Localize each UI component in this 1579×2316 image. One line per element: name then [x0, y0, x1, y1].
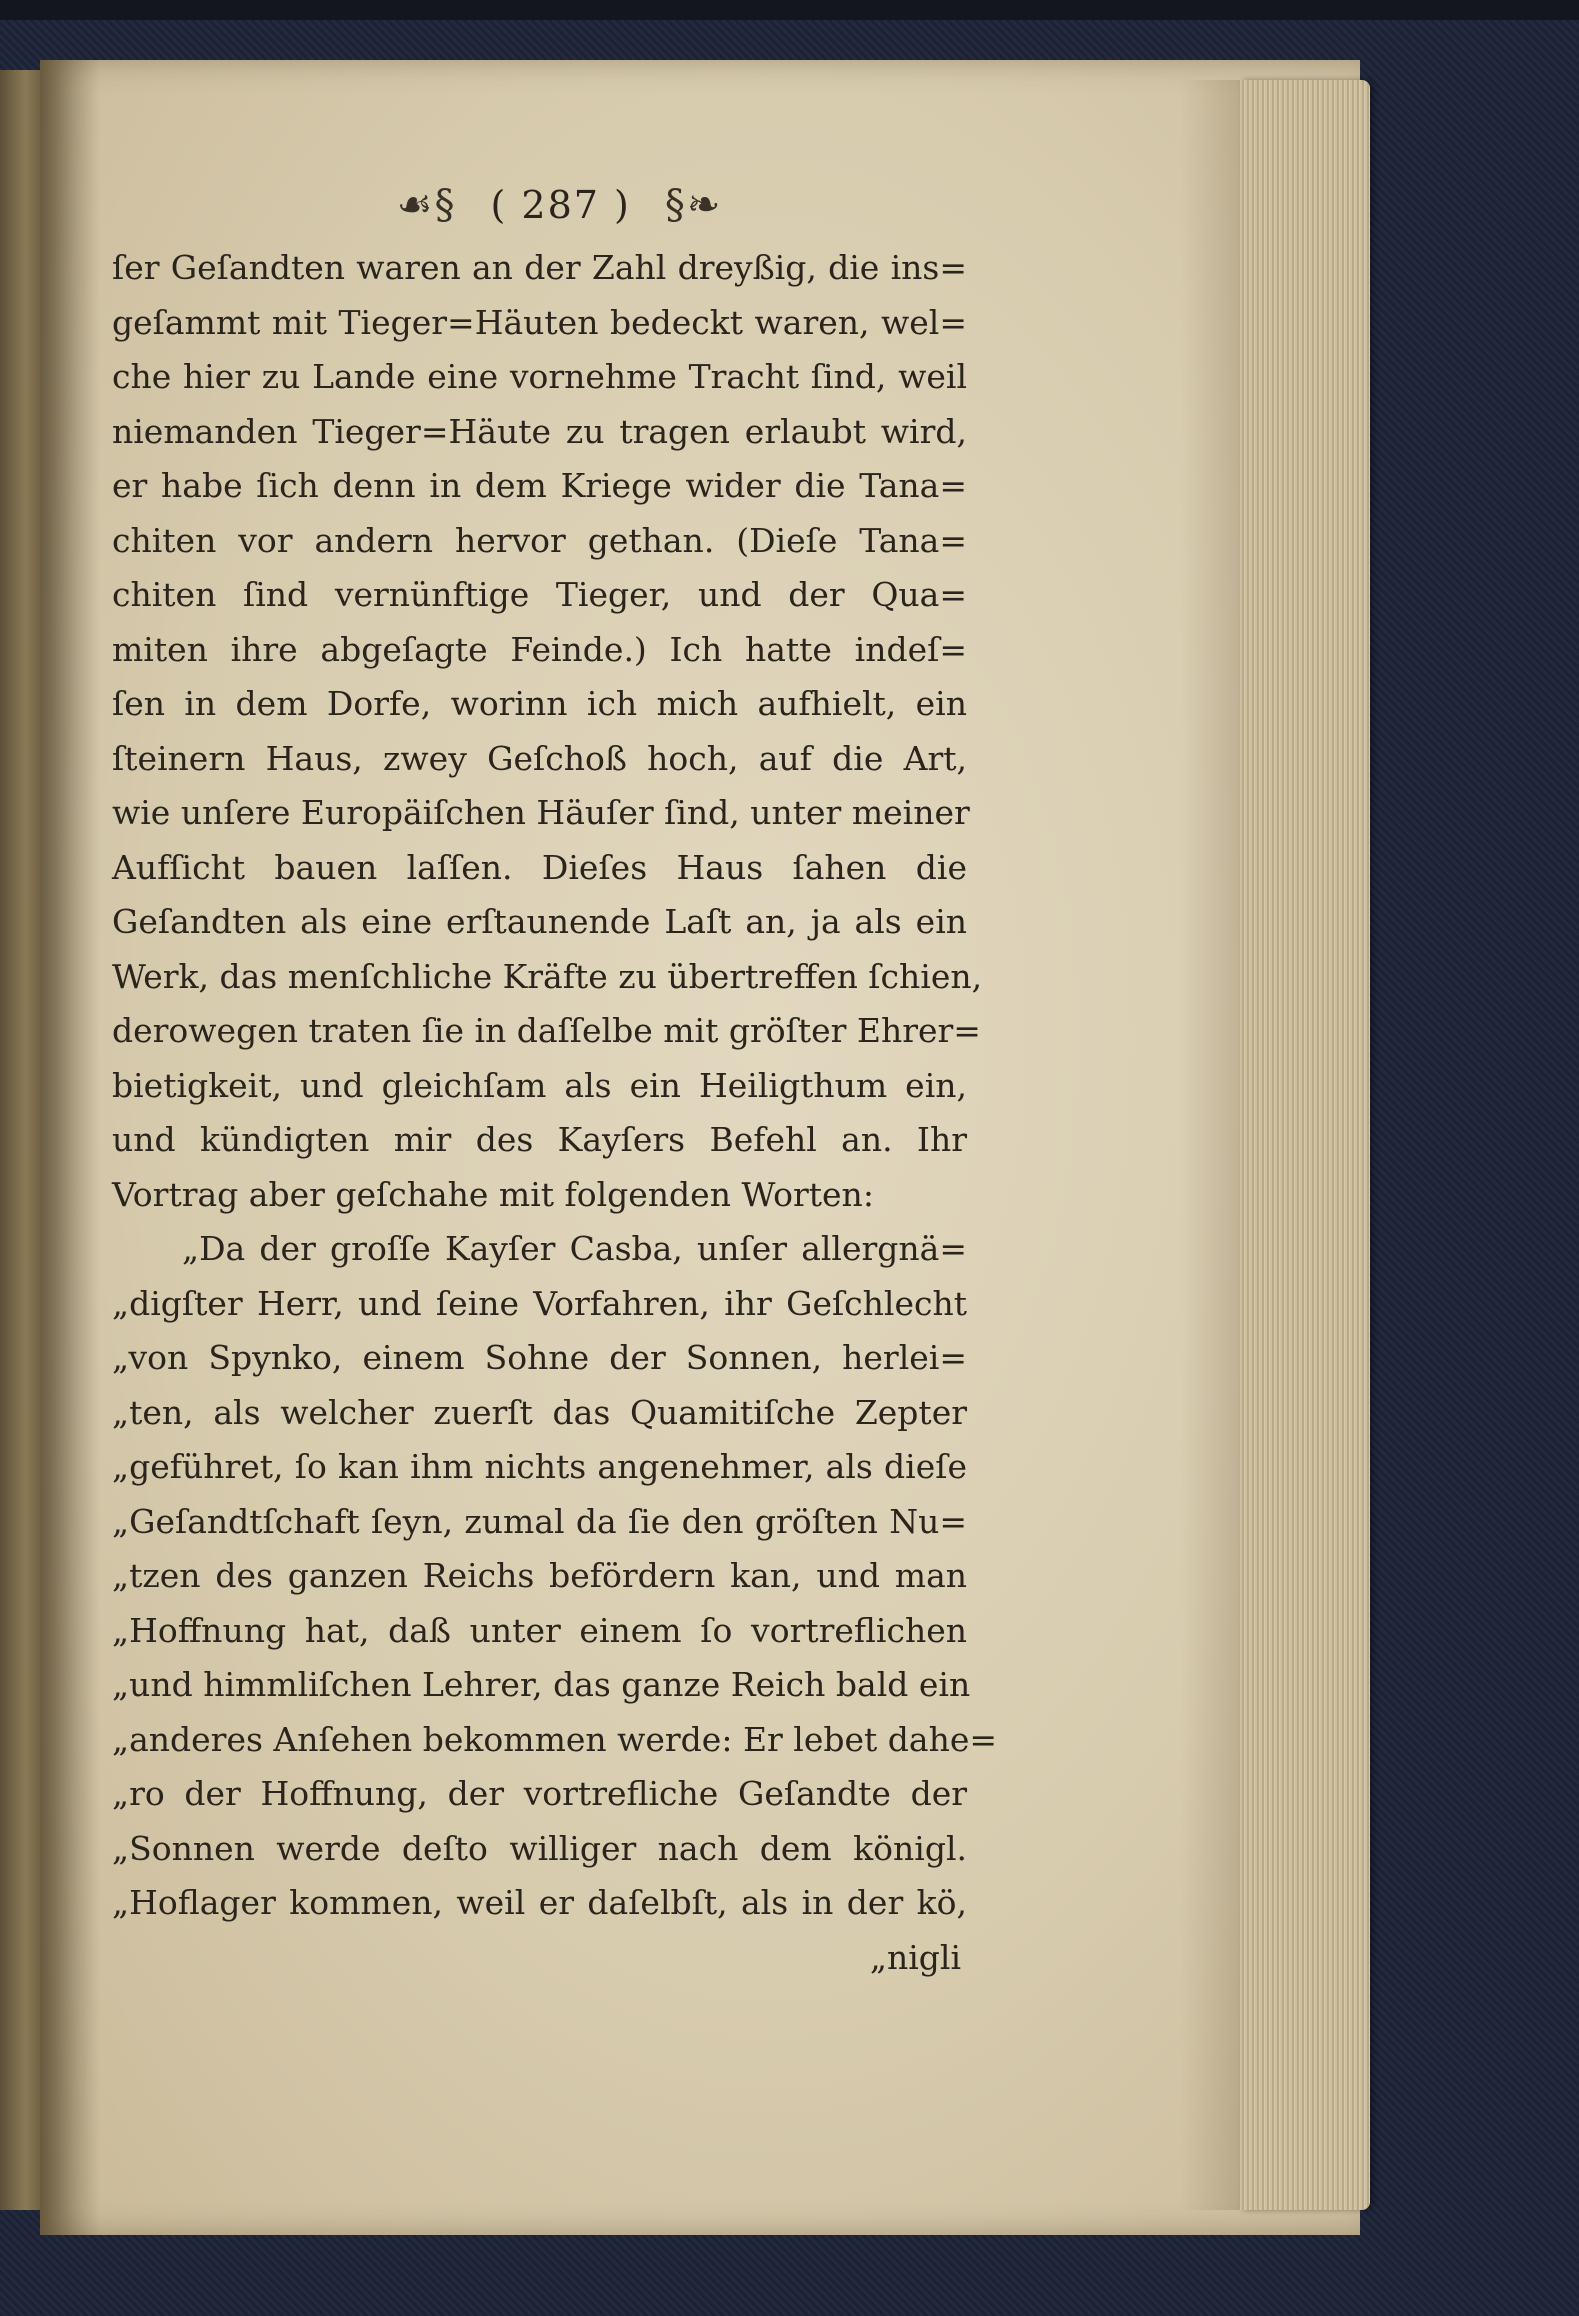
ornament-right-icon: §❧	[664, 182, 723, 228]
text-line: niemanden Tieger=Häute zu tragen erlaubt wird,	[112, 411, 967, 451]
page-gutter-shadow	[40, 60, 100, 2235]
text-line: „tzen des ganzen Reichs befördern kan, und man	[112, 1556, 967, 1595]
text-line: che hier zu Lande eine vornehme Tracht ſind, weil	[112, 357, 967, 396]
catchword: „nigli	[869, 1937, 961, 1977]
text-line: ſteinern Haus, zwey Geſchoß hoch, auf die Art,	[112, 738, 967, 778]
text-line: er habe ſich denn in dem Kriege wider die Tana=	[112, 466, 967, 505]
text-line: derowegen traten ſie in daſſelbe mit gröſter Ehrer=	[112, 1011, 981, 1050]
text-line: ſer Geſandten waren an der Zahl dreyßig, die ins=	[112, 248, 967, 287]
text-line: „und himmliſchen Lehrer, das ganze Reich bald ein	[112, 1665, 971, 1704]
text-line: „Hoflager kommen, weil er daſelbſt, als in der kö,	[112, 1883, 967, 1922]
text-line: „von Spynko, einem Sohne der Sonnen, herlei=	[112, 1338, 967, 1377]
text-line: chiten vor andern hervor gethan. (Dieſe Tana=	[112, 520, 967, 560]
page-number: ( 287 )	[490, 183, 631, 227]
text-line: wie unſere Europäiſchen Häuſer ſind, unter meiner	[112, 793, 970, 832]
text-line: „Hoffnung hat, daß unter einem ſo vortreflichen	[112, 1610, 967, 1650]
text-line: „Da der groſſe Kayſer Casba, unſer allergnä=	[182, 1229, 967, 1268]
left-page-edge	[0, 70, 42, 2210]
text-line: „digſter Herr, und ſeine Vorfahren, ihr Geſchlecht	[112, 1283, 967, 1323]
text-line: Vortrag aber geſchahe mit folgenden Worten:	[112, 1174, 874, 1214]
text-line: ſen in dem Dorfe, worinn ich mich aufhielt, ein	[112, 684, 967, 723]
ornament-left-icon: ☙§	[396, 182, 457, 228]
text-line: Aufſicht bauen laſſen. Dieſes Haus ſahen die	[112, 847, 967, 887]
running-header	[152, 175, 967, 235]
text-line: chiten ſind vernünftige Tieger, und der Qua=	[112, 575, 967, 614]
text-line: geſammt mit Tieger=Häuten bedeckt waren, wel=	[112, 302, 967, 342]
page-text-block	[112, 175, 998, 1985]
text-line: und kündigten mir des Kayſers Befehl an. Ihr	[112, 1120, 967, 1159]
text-line: „Geſandtſchaft ſeyn, zumal da ſie den gröſten Nu=	[112, 1501, 967, 1541]
page-edges	[1240, 80, 1370, 2210]
text-line: bietigkeit, und gleichſam als ein Heiligthum ein,	[112, 1065, 967, 1105]
text-line: „ten, als welcher zuerſt das Quamitiſche Zepter	[112, 1392, 967, 1432]
text-line: Geſandten als eine erſtaunende Laſt an, ja als ein	[112, 902, 967, 941]
text-line: miten ihre abgeſagte Feinde.) Ich hatte indeſ=	[112, 629, 967, 669]
text-line: „anderes Anſehen bekommen werde: Er lebet dahe=	[112, 1719, 998, 1759]
text-line: „geführet, ſo kan ihm nichts angenehmer, als dieſe	[112, 1447, 967, 1486]
text-line: „Sonnen werde deſto williger nach dem königl.	[112, 1828, 967, 1868]
text-line: Werk, das menſchliche Kräfte zu übertreffen ſchien,	[112, 956, 983, 996]
text-line: „ro der Hoffnung, der vortrefliche Geſandte der	[112, 1774, 967, 1813]
